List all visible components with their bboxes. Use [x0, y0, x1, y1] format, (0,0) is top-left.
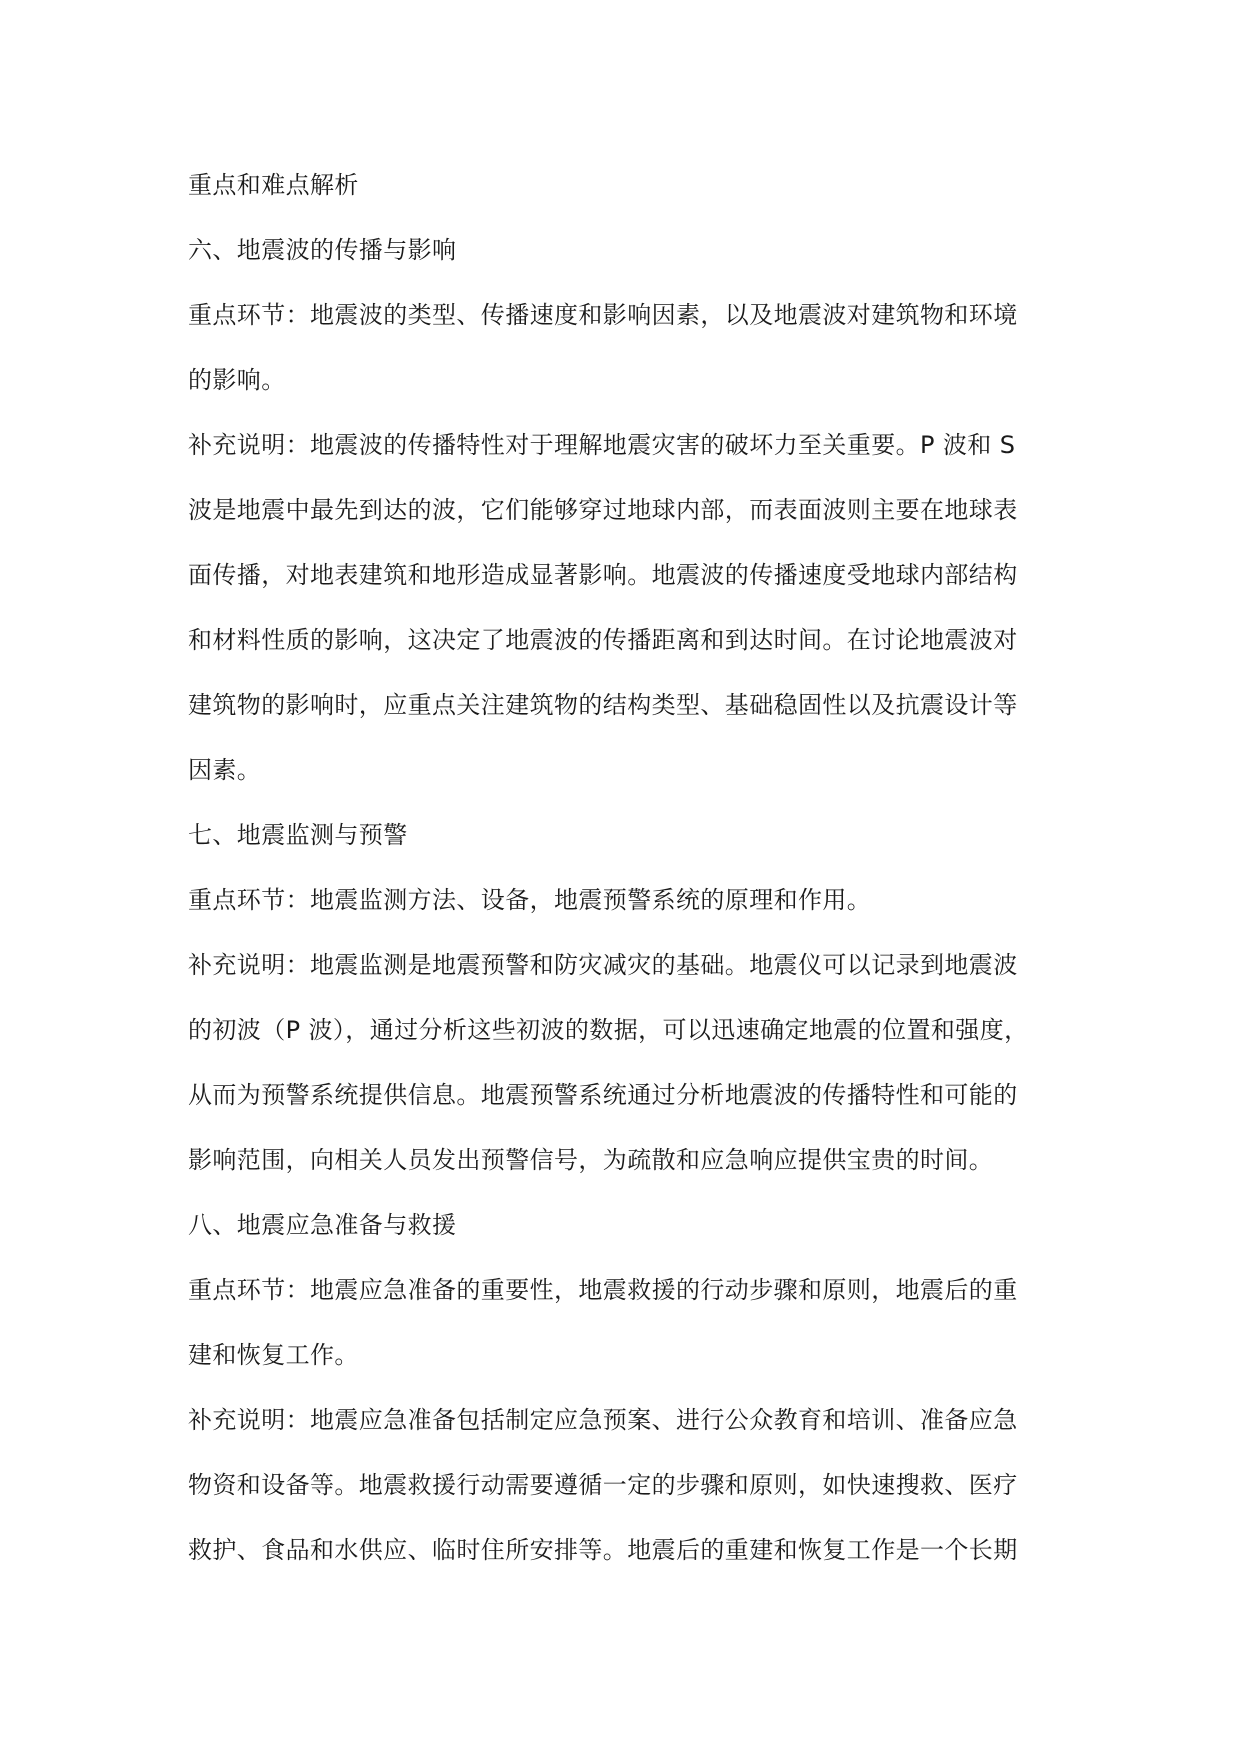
- note-line: 和材料性质的影响，这决定了地震波的传播距离和到达时间。在讨论地震波对: [188, 626, 1018, 654]
- document-title: 重点和难点解析: [188, 171, 359, 199]
- key-point-line: 重点环节：地震波的类型、传播速度和影响因素，以及地震波对建筑物和环境: [188, 301, 1018, 329]
- note-line: 建筑物的影响时，应重点关注建筑物的结构类型、基础稳固性以及抗震设计等: [188, 691, 1018, 719]
- note-line: 补充说明：地震波的传播特性对于理解地震灾害的破坏力至关重要。P 波和 S: [188, 431, 1016, 459]
- note-line: 波是地震中最先到达的波，它们能够穿过地球内部，而表面波则主要在地球表: [188, 496, 1018, 524]
- key-point-line: 建和恢复工作。: [188, 1341, 359, 1369]
- key-point-line: 重点环节：地震应急准备的重要性，地震救援的行动步骤和原则，地震后的重: [188, 1276, 1018, 1304]
- note-line: 救护、食品和水供应、临时住所安排等。地震后的重建和恢复工作是一个长期: [188, 1536, 1018, 1564]
- note-line: 补充说明：地震应急准备包括制定应急预案、进行公众教育和培训、准备应急: [188, 1406, 1018, 1434]
- note-line: 因素。: [188, 756, 262, 784]
- key-point-line: 的影响。: [188, 366, 286, 394]
- note-line: 补充说明：地震监测是地震预警和防灾减灾的基础。地震仪可以记录到地震波: [188, 951, 1018, 979]
- note-line: 的初波（P 波），通过分析这些初波的数据，可以迅速确定地震的位置和强度，: [188, 1016, 1029, 1044]
- note-line: 影响范围，向相关人员发出预警信号，为疏散和应急响应提供宝贵的时间。: [188, 1146, 994, 1174]
- section-heading-6: 六、地震波的传播与影响: [188, 236, 457, 264]
- note-line: 面传播，对地表建筑和地形造成显著影响。地震波的传播速度受地球内部结构: [188, 561, 1018, 589]
- note-line: 物资和设备等。地震救援行动需要遵循一定的步骤和原则，如快速搜救、医疗: [188, 1471, 1018, 1499]
- section-heading-7: 七、地震监测与预警: [188, 821, 408, 849]
- key-point-line: 重点环节：地震监测方法、设备，地震预警系统的原理和作用。: [188, 886, 872, 914]
- note-line: 从而为预警系统提供信息。地震预警系统通过分析地震波的传播特性和可能的: [188, 1081, 1018, 1109]
- section-heading-8: 八、地震应急准备与救援: [188, 1211, 457, 1239]
